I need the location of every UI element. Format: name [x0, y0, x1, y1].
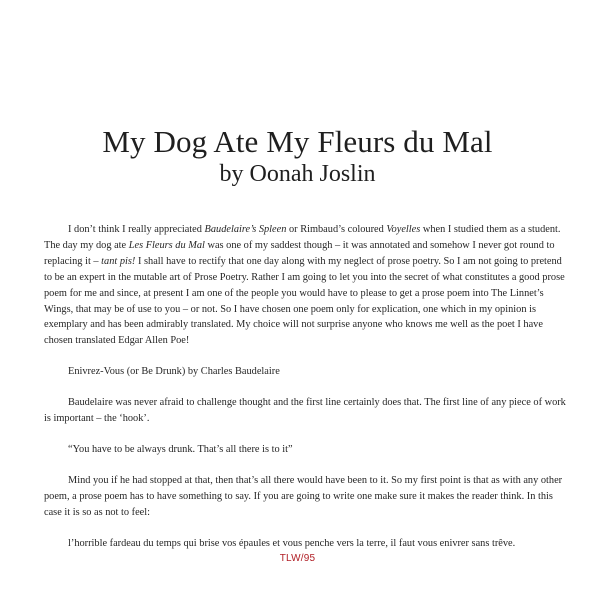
paragraph-quote: “You have to be always drunk. That’s all there is to it” [68, 443, 293, 455]
paragraph-intro-part-5: I shall have to rectify that one day along with my neglect of prose poetry. So I am not going to pretend to be an expert in the mutable art of Prose Poetry. Rather I am going to let you into the secret of what constitutes a good prose poem for me and since, at present I am one of the people you would have to please to get a prose poem into The Linnet’s Wings, that may be of use to you – or not. So I have chosen one poem only for explication, one which in my opinion is exemplary and has been admirably translated. My choice will not surprise anyone who knows me well as the poet I have chosen translated Edgar Allen Poe! [44, 255, 565, 347]
paragraph-baudelaire-hook: Baudelaire was never afraid to challenge thought and the first line certainly does that. The first line of any piece of work is important – the ‘hook’. [44, 397, 566, 425]
italic-baudelaire-spleen: Baudelaire’s Spleen [204, 224, 287, 235]
article-title: My Dog Ate My Fleurs du Mal [102, 124, 493, 159]
paragraph-intro [44, 222, 568, 349]
paragraph-intro-part-2: or Rimbaud’s coloured [286, 224, 387, 235]
italic-tant-pis: tant pis! [101, 255, 136, 267]
italic-voyelles: Voyelles [386, 224, 421, 235]
article-byline: by Oonah Joslin [219, 161, 376, 187]
paragraph-first-point: Mind you if he had stopped at that, then that’s all there would have been to it. So my first point is that as with any other poem, a prose poem has to have something to say. If you are going to write one make sure it makes the reader think. In this case it is so as not to feel: [44, 474, 563, 518]
paragraph-intro-part-1: I don’t think I really appreciated [68, 224, 205, 235]
paragraph-intro-part-3: when I studied them as a student. The day my dog ate [44, 224, 561, 251]
footer-page-number: 95 [303, 553, 316, 564]
italic-les-fleurs-du-mal: Les Fleurs du Mal [128, 239, 205, 251]
footer-magazine-label: TLW [279, 553, 301, 564]
page-footer [0, 553, 595, 565]
footer-separator: / [300, 553, 304, 564]
paragraph-poem-title: Enivrez-Vous (or Be Drunk) by Charles Baudelaire [68, 366, 280, 378]
paragraph-intro-part-4: was one of my saddest though – it was annotated and somehow I never got round to replacing it – [44, 239, 555, 267]
paragraph-french-line: l’horrible fardeau du temps qui brise vos épaules et vous penche vers la terre, il faut vous enivrer sans trêve. [68, 537, 516, 549]
article-body [44, 222, 568, 567]
